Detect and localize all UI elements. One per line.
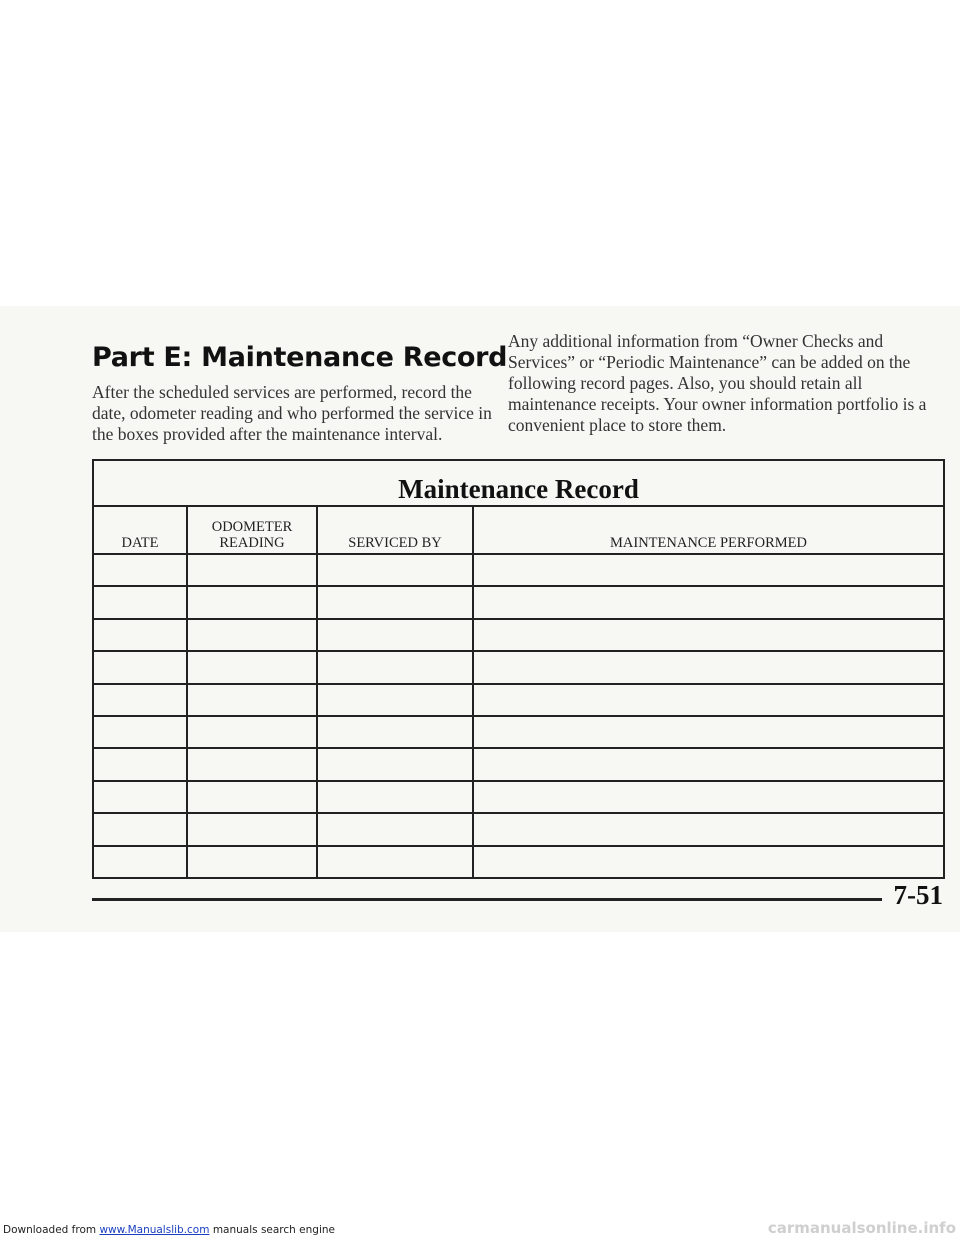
record-cell (187, 651, 317, 683)
record-cell (187, 748, 317, 780)
record-cell (93, 619, 187, 651)
record-cell (317, 813, 473, 845)
record-cell (473, 716, 944, 748)
table-row (93, 748, 944, 780)
download-banner (3, 1224, 335, 1236)
table-row (93, 813, 944, 845)
record-cell (93, 554, 187, 586)
record-cell (317, 651, 473, 683)
table-row (93, 554, 944, 586)
record-cell (473, 813, 944, 845)
record-cell (187, 716, 317, 748)
record-cell (187, 846, 317, 878)
site-watermark: carmanualsonline.info (767, 1219, 956, 1237)
record-cell (317, 846, 473, 878)
record-cell (317, 781, 473, 813)
record-cell (473, 846, 944, 878)
maintenance-record-table (92, 459, 945, 879)
record-cell (187, 554, 317, 586)
record-cell (93, 684, 187, 716)
note-paragraph: Any additional information from “Owner Checks and Services” or “Periodic Maintenance” can be added on the following record pages. Also, you should retain all maintenance receipts. Your owner information portfolio is a convenient place to store them. (508, 331, 927, 435)
record-cell (187, 684, 317, 716)
table-row (93, 684, 944, 716)
manualslib-link[interactable]: www.Manualslib.com (99, 1224, 210, 1236)
column-header-serviced-by: SERVICED BY (317, 506, 473, 554)
record-cell (93, 586, 187, 618)
record-cell (93, 846, 187, 878)
record-cell (317, 554, 473, 586)
record-cell (317, 716, 473, 748)
record-cell (473, 554, 944, 586)
record-cell (473, 619, 944, 651)
section-heading: Part E: Maintenance Record (92, 342, 508, 373)
footer-rule (92, 898, 882, 901)
page-number: 7-51 (893, 880, 943, 910)
column-header-odometer-reading: ODOMETER READING (187, 506, 317, 554)
table-row (93, 619, 944, 651)
record-cell (317, 748, 473, 780)
record-cell (187, 781, 317, 813)
record-cell (187, 619, 317, 651)
column-header-date: DATE (93, 506, 187, 554)
record-cell (473, 651, 944, 683)
record-cell (187, 813, 317, 845)
intro-paragraph: After the scheduled services are performed, record the date, odometer reading and who performed the service in the boxes provided after the maintenance interval. (92, 382, 492, 444)
table-row (93, 781, 944, 813)
record-cell (93, 716, 187, 748)
record-cell (93, 781, 187, 813)
record-cell (317, 586, 473, 618)
banner-prefix: Downloaded from (3, 1224, 97, 1236)
record-cell (93, 813, 187, 845)
record-cell (473, 586, 944, 618)
record-cell (473, 748, 944, 780)
table-row (93, 651, 944, 683)
table-row (93, 716, 944, 748)
record-rows (93, 554, 944, 878)
table-row (93, 846, 944, 878)
record-cell (473, 781, 944, 813)
record-cell (473, 684, 944, 716)
record-cell (317, 619, 473, 651)
record-cell (93, 651, 187, 683)
record-cell (93, 748, 187, 780)
record-cell (187, 586, 317, 618)
banner-suffix: manuals search engine (212, 1224, 335, 1236)
table-row (93, 586, 944, 618)
table-title: Maintenance Record (93, 460, 944, 506)
record-cell (317, 684, 473, 716)
column-header-maintenance-performed: MAINTENANCE PERFORMED (473, 506, 944, 554)
